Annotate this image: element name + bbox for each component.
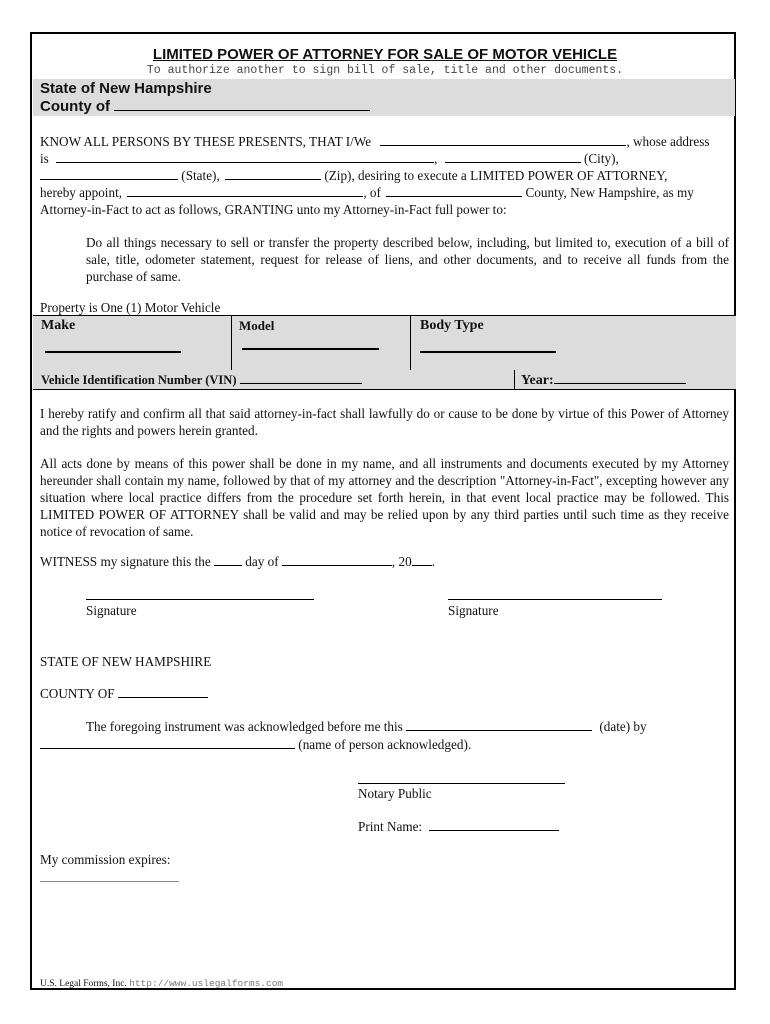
witness-line [40,553,435,570]
intro-line-2 [40,150,619,167]
notary-signature-line[interactable] [358,783,565,784]
year-field[interactable] [554,371,686,384]
notary-county-field[interactable] [118,685,208,698]
signature-line-right[interactable] [448,599,662,600]
ack-date-field[interactable] [406,718,592,731]
witness-text: WITNESS my signature this the [40,554,211,569]
ack-text: (name of person acknowledged). [298,737,472,752]
year-label-group [521,371,686,389]
notary-county-label: COUNTY OF [40,686,115,701]
property-label: Property is One (1) Motor Vehicle [40,300,221,315]
model-field[interactable] [242,348,379,350]
signature-label-left: Signature [86,603,137,618]
model-label: Model [239,318,275,333]
acts-paragraph: All acts done by means of this power shall be done in my name, and all instruments and documents executed by my Attorney hereunder shall contain my name, followed by that of my attorney and the description "Attorney-in-Fact", excepting however any situation where local practice differs from the procedure set forth herein, in that event local practice may be followed. This LIMITED POWER OF ATTORNEY shall be valid and may be relied upon by any third parties until such time as they receive notice of revocation of same. [40,456,729,539]
intro-text: County, New Hampshire, as my [525,185,694,200]
intro-text: , of [363,185,381,200]
state-field[interactable] [40,167,178,180]
acknowledgment-line-1 [86,718,647,735]
intro-line-1 [40,133,710,150]
intro-text: (City), [583,151,619,166]
witness-year-field[interactable] [412,553,432,566]
intro-text: (State), [181,168,220,183]
intro-line-4 [40,184,694,201]
signature-line-left[interactable] [86,599,314,600]
witness-text: day of [245,554,279,569]
column-divider [514,370,515,389]
intro-text: KNOW ALL PERSONS BY THESE PRESENTS, THAT I/We [40,134,372,149]
document-title: LIMITED POWER OF ATTORNEY FOR SALE OF MOTOR VEHICLE [152,46,618,63]
footer [40,978,283,989]
witness-text: , 20 [391,554,412,569]
intro-line-5: Attorney-in-Fact to act as follows, GRANTING unto my Attorney-in-Fact full power to: [40,202,507,217]
ack-text: The foregoing instrument was acknowledged before me this [86,719,403,734]
notary-county-line [40,685,208,702]
county-field[interactable] [114,97,370,111]
state-heading: State of New Hampshire [40,80,212,97]
attorney-county-field[interactable] [386,184,522,197]
intro-text: , [434,151,438,166]
powers-paragraph: Do all things necessary to sell or transfer the property described below, including, but limited to, execution of a bill of sale, title, odometer statement, request for release of liens, and other documents, and to receive all funds from the purchase of same. [86,235,729,284]
commission-label: My commission expires: [40,852,171,867]
acknowledgment-line-2 [40,736,471,753]
grantor-name-field[interactable] [380,133,626,146]
notary-state: STATE OF NEW HAMPSHIRE [40,654,212,669]
body-type-label: Body Type [420,318,484,333]
vin-label-group [41,372,362,388]
print-name-line [358,818,559,835]
vehicle-table [33,315,736,371]
county-heading [40,97,370,115]
column-divider [410,316,411,371]
vin-label: Vehicle Identification Number (VIN) [41,373,237,387]
footer-company: U.S. Legal Forms, Inc. [40,979,127,989]
county-label: County of [40,98,110,115]
year-label: Year: [521,373,554,388]
street-address-field[interactable] [56,150,434,163]
intro-text: (Zip), desiring to execute a LIMITED POWER OF ATTORNEY, [324,168,668,183]
make-label: Make [41,318,76,333]
signature-label-right: Signature [448,603,499,618]
document-subtitle: To authorize another to sign bill of sale, title and other documents. [146,64,624,77]
intro-line-3 [40,167,667,184]
witness-month-field[interactable] [282,553,392,566]
ack-text: (date) by [599,719,647,734]
commission-field[interactable] [40,881,179,882]
ratify-paragraph: I hereby ratify and confirm all that said attorney-in-fact shall lawfully do or cause to be done by virtue of this Power of Attorney and the rights and powers herein granted. [40,406,729,438]
intro-text: is [40,151,49,166]
ack-name-field[interactable] [40,736,295,749]
print-name-field[interactable] [429,818,559,831]
column-divider [231,316,232,371]
print-name-label: Print Name: [358,819,423,834]
vin-field[interactable] [240,372,362,384]
witness-text: . [431,554,435,569]
zip-field[interactable] [225,167,321,180]
witness-day-field[interactable] [214,553,242,566]
attorney-name-field[interactable] [127,184,363,197]
intro-text: hereby appoint, [40,185,123,200]
vin-row [33,370,736,390]
make-field[interactable] [45,351,181,353]
city-field[interactable] [445,150,581,163]
body-type-field[interactable] [420,351,556,353]
intro-text: , whose address [626,134,710,149]
notary-public-label: Notary Public [358,786,432,801]
footer-url[interactable]: http://www.uslegalforms.com [129,978,284,989]
